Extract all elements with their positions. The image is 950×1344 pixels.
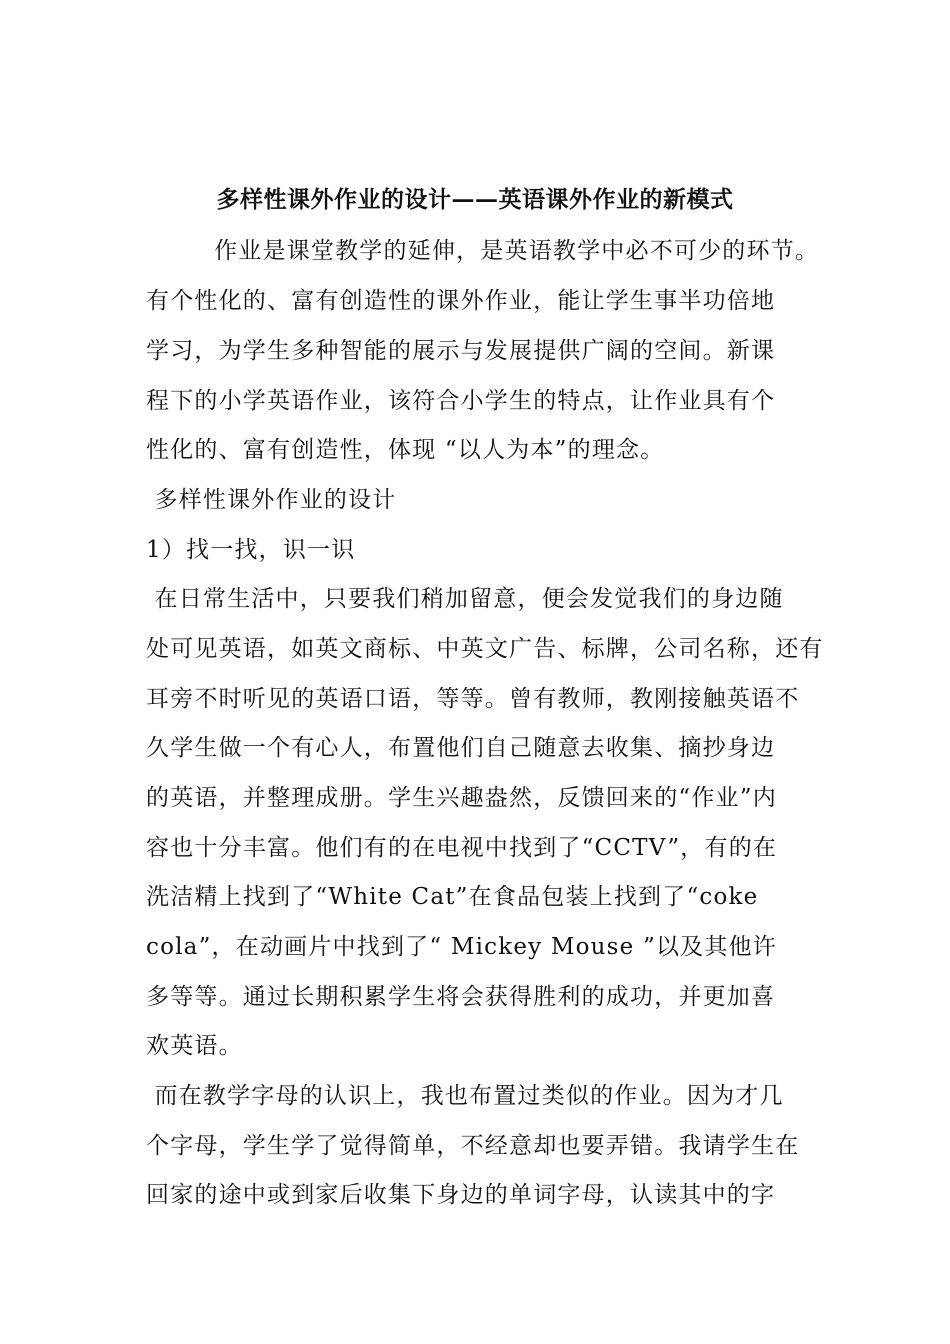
paragraph-line: 欢英语。 [146, 1033, 243, 1059]
paragraph-line: 多等等。通过长期积累学生将会获得胜利的成功，并更加喜 [146, 984, 776, 1010]
subsection-heading: 1）找一找，识一识 [146, 537, 356, 563]
section-heading: 多样性课外作业的设计 [146, 487, 397, 513]
paragraph-line: 处可见英语，如英文商标、中英文广告、标牌，公司名称，还有 [146, 636, 824, 662]
paragraph-line: 的英语，并整理成册。学生兴趣盎然，反馈回来的“作业”内 [146, 785, 777, 811]
paragraph-line: 容也十分丰富。他们有的在电视中找到了“CCTV”，有的在 [146, 835, 778, 861]
paragraph-line: 学习，为学生多种智能的展示与发展提供广阔的空间。新课 [146, 338, 776, 364]
paragraph-line: 程下的小学英语作业，该符合小学生的特点，让作业具有个 [146, 388, 776, 414]
paragraph-line: 而在教学字母的认识上，我也布置过类似的作业。因为才几 [146, 1083, 784, 1109]
paragraph-line: 作业是课堂教学的延伸，是英语教学中必不可少的环节。 [146, 238, 820, 264]
paragraph-line: 个字母，学生学了觉得简单，不经意却也要弄错。我请学生在 [146, 1133, 800, 1159]
paragraph-line: 久学生做一个有心人，布置他们自己随意去收集、摘抄身边 [146, 735, 776, 761]
paragraph-line: cola”，在动画片中找到了“ Mickey Mouse ”以及其他许 [146, 934, 777, 960]
paragraph-line: 洗洁精上找到了“White Cat”在食品包装上找到了“coke [146, 884, 759, 910]
paragraph-line: 有个性化的、富有创造性的课外作业，能让学生事半功倍地 [146, 288, 776, 314]
document-title: 多样性课外作业的设计——英语课外作业的新模式 [216, 186, 734, 213]
paragraph-line: 性化的、富有创造性，体现 “以人为本”的理念。 [146, 437, 665, 463]
paragraph-line: 在日常生活中，只要我们稍加留意，便会发觉我们的身边随 [146, 586, 784, 612]
paragraph-line: 回家的途中或到家后收集下身边的单词字母，认读其中的字 [146, 1182, 776, 1208]
paragraph-line: 耳旁不时听见的英语口语，等等。曾有教师，教刚接触英语不 [146, 686, 800, 712]
